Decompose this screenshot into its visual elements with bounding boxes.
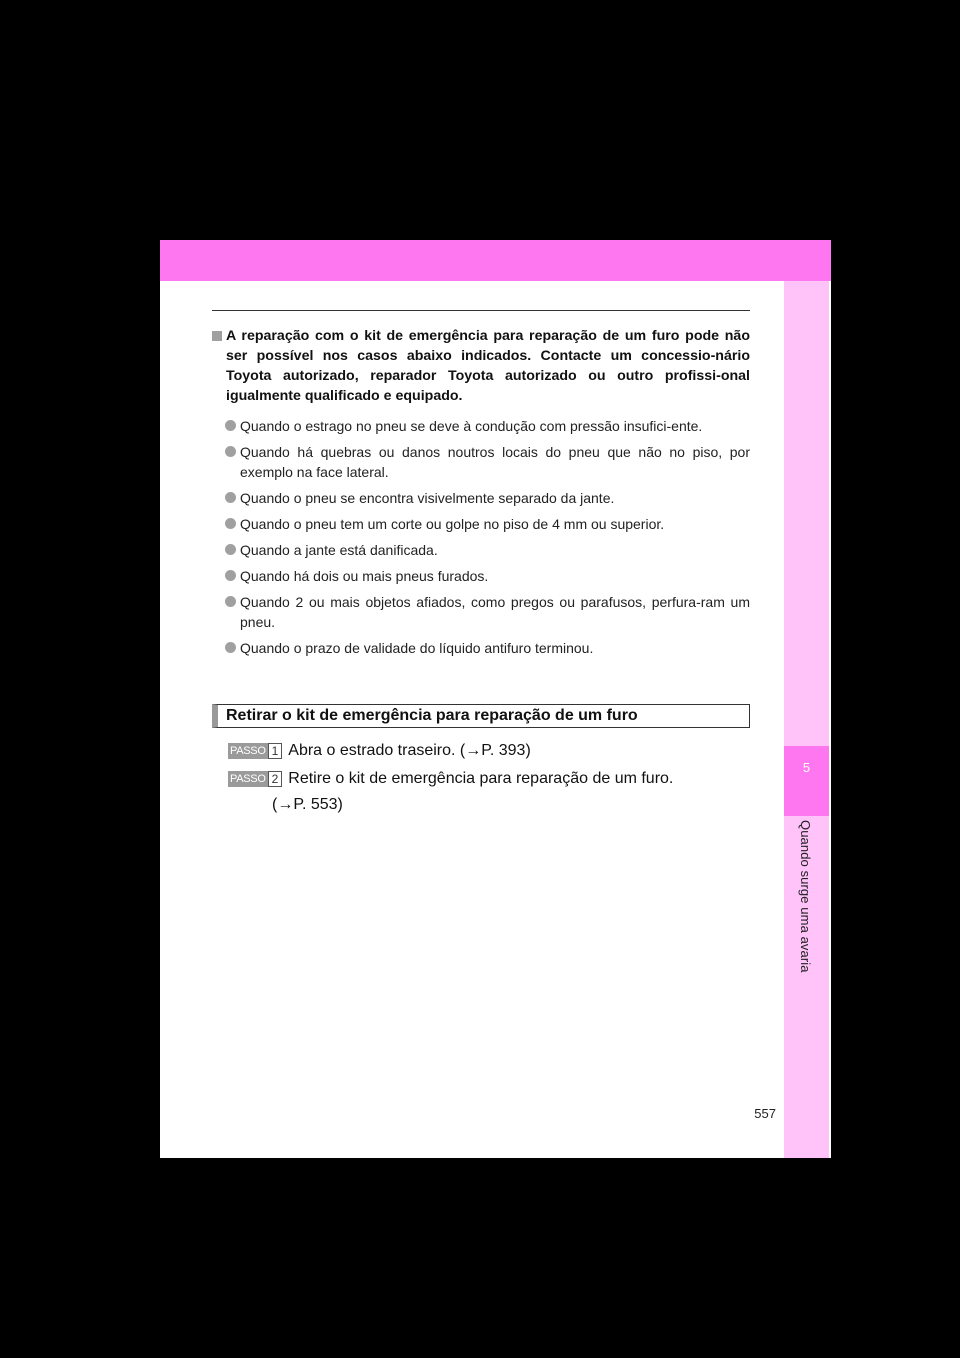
chapter-tab[interactable] (784, 746, 829, 816)
header-band (160, 240, 831, 281)
chapter-title-vertical (784, 820, 829, 1040)
list-item-text: Quando há quebras ou danos noutros locais do pneu que não no piso, por exemplo na face lateral. (240, 444, 750, 480)
top-divider (212, 310, 750, 311)
step-2 (228, 768, 673, 790)
note-lead-text: A reparação com o kit de emergência para reparação de um furo pode não ser possível nos casos abaixo indicados. Contacte um concessio-nário Toyota autorizado, reparador Toyota autorizado ou outro profissi-onal igualmente qualificado e equipado. (226, 328, 750, 404)
list-item-text: Quando 2 ou mais objetos afiados, como pregos ou parafusos, perfura-ram um pneu. (240, 594, 750, 630)
step-badge-word: PASSO (230, 745, 266, 757)
list-item (212, 592, 750, 632)
step-1 (228, 740, 531, 762)
circle-bullet-icon (225, 518, 236, 529)
page-number: 557 (754, 1106, 776, 1121)
list-item (212, 488, 750, 508)
step-badge-number: 1 (268, 743, 283, 759)
chapter-number: 5 (802, 760, 811, 775)
list-item (212, 638, 750, 658)
list-item (212, 442, 750, 482)
list-item (212, 540, 750, 560)
list-item (212, 514, 750, 534)
step-badge (228, 771, 282, 787)
circle-bullet-icon (225, 492, 236, 503)
list-item-text: Quando há dois ou mais pneus furados. (240, 568, 489, 584)
step-reference-link[interactable]: (→P. 553) (272, 796, 343, 813)
list-item (212, 566, 750, 586)
note-lead (212, 326, 750, 406)
circle-bullet-icon (225, 446, 236, 457)
list-item-text: Quando o prazo de validade do líquido antifuro terminou. (240, 640, 594, 656)
list-item (212, 416, 750, 436)
square-bullet-icon (212, 331, 222, 341)
note-block (212, 326, 750, 664)
chapter-title: Quando surge uma avaria (798, 820, 813, 973)
step-text: Abra o estrado traseiro. (→P. 393) (288, 742, 531, 759)
circle-bullet-icon (225, 570, 236, 581)
circle-bullet-icon (225, 596, 236, 607)
list-item-text: Quando o estrago no pneu se deve à condução com pressão insufici-ente. (240, 418, 703, 434)
list-item-text: Quando a jante está danificada. (240, 542, 438, 558)
circle-bullet-icon (225, 544, 236, 555)
list-item-text: Quando o pneu se encontra visivelmente separado da jante. (240, 490, 615, 506)
step-2-continuation (272, 794, 343, 816)
step-badge-word: PASSO (230, 773, 266, 785)
circle-bullet-icon (225, 420, 236, 431)
step-badge (228, 743, 282, 759)
manual-page (160, 240, 831, 1158)
list-item-text: Quando o pneu tem um corte ou golpe no piso de 4 mm ou superior. (240, 516, 665, 532)
step-badge-number: 2 (268, 771, 283, 787)
section-title: Retirar o kit de emergência para reparação de um furo (212, 704, 750, 728)
condition-list (212, 416, 750, 658)
circle-bullet-icon (225, 642, 236, 653)
step-text: Retire o kit de emergência para reparação de um furo. (288, 770, 674, 787)
